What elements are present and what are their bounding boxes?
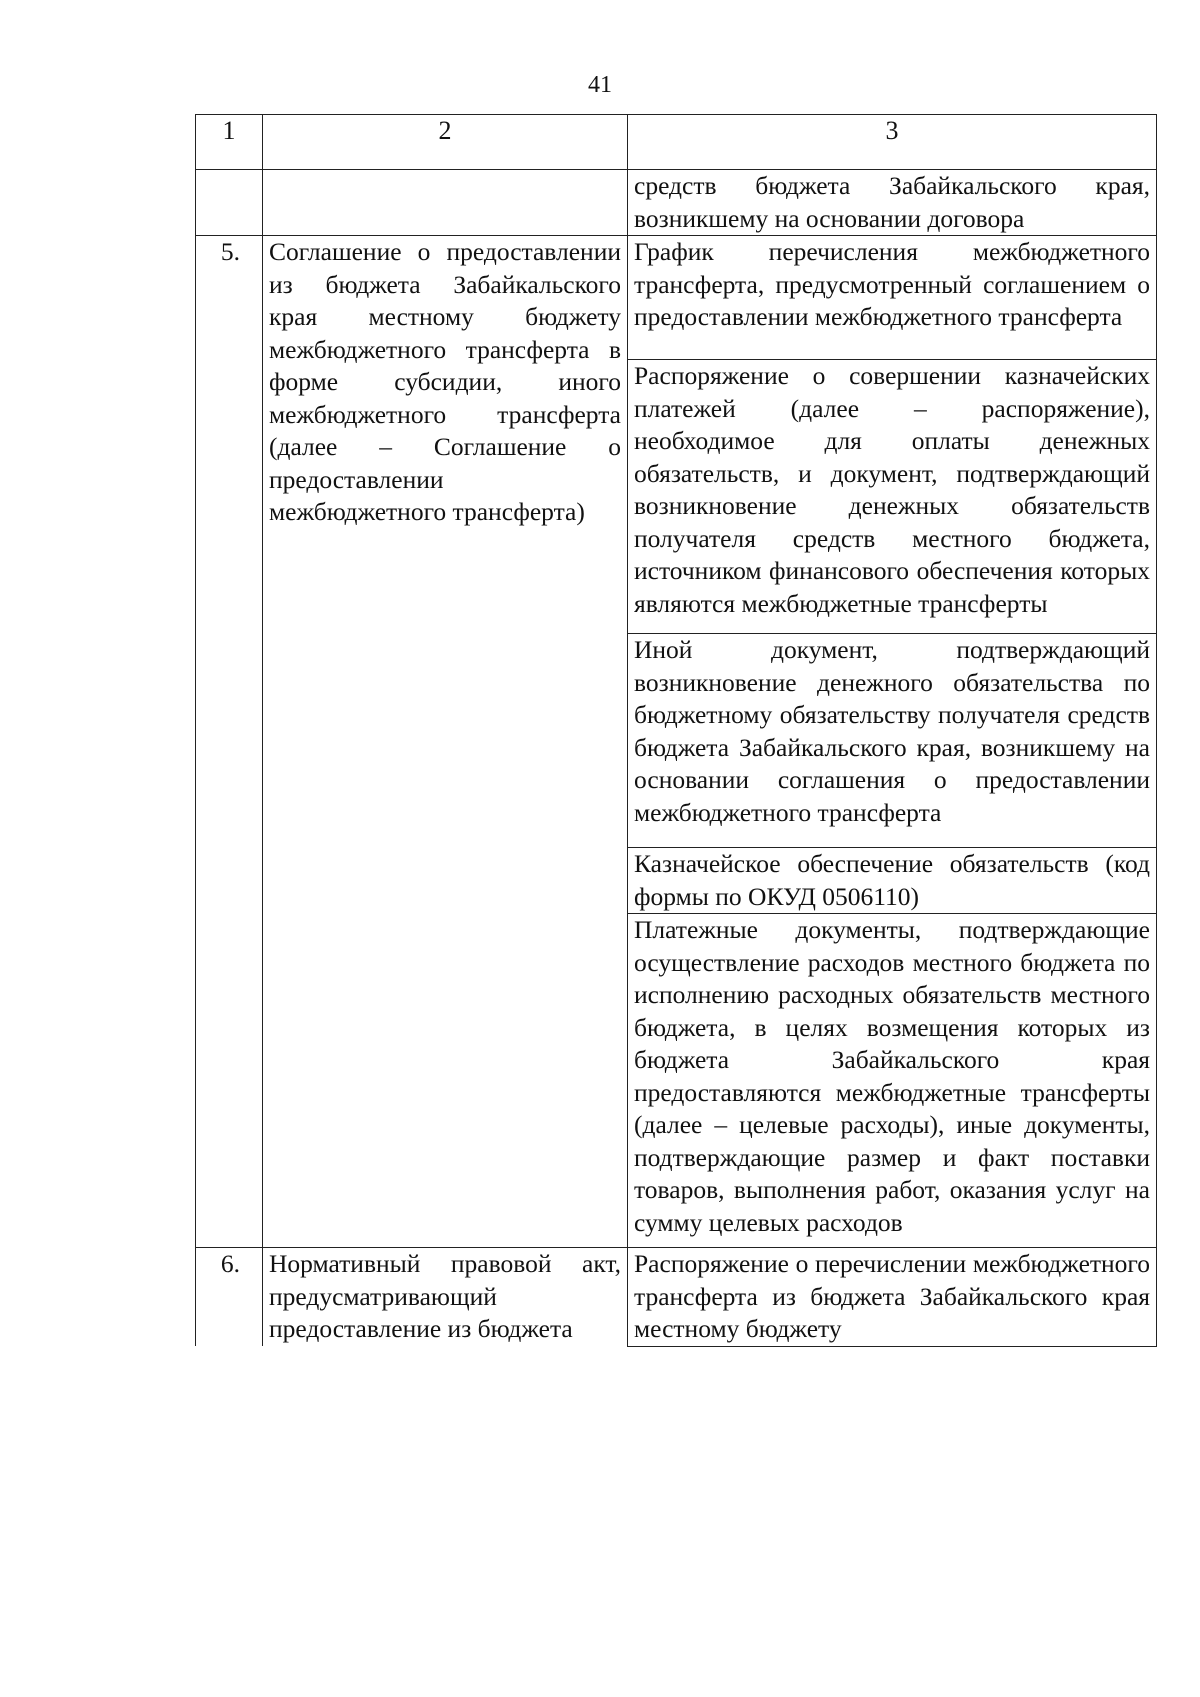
- row-act: Нормативный правовой акт, предусматривающий предоставление из бюджета: [263, 1248, 628, 1347]
- table-header-row: [196, 115, 1157, 170]
- header-col-3: 3: [628, 115, 1157, 170]
- row-number: 5.: [196, 236, 263, 1248]
- page-number: 41: [588, 72, 612, 98]
- row-act: Соглашение о предоставлении из бюджета Забайкальского края местному бюджету межбюджетного трансферта в форме субсидии, иного межбюджетного трансферта (далее – Соглашение о предоставлении межбюджетного трансферта): [263, 236, 628, 1248]
- header-col-2: 2: [263, 115, 628, 170]
- header-col-1: 1: [196, 115, 263, 170]
- row-document: Распоряжение о совершении казначейских платежей (далее – распоряжение), необходимое для оплаты денежных обязательств, и документ, подтверждающий возникновение денежных обязательств получателя средств местного бюджета, источником финансового обеспечения которых являются межбюджетные трансферты: [628, 360, 1157, 634]
- document-table: [195, 114, 1157, 1347]
- row-document: График перечисления межбюджетного трансферта, предусмотренный соглашением о предоставлении межбюджетного трансферта: [628, 236, 1157, 360]
- row-document: Распоряжение о перечислении межбюджетного трансферта из бюджета Забайкальского края местному бюджету: [628, 1248, 1157, 1347]
- row-document: Платежные документы, подтверждающие осуществление расходов местного бюджета по исполнению расходных обязательств местного бюджета, в целях возмещения которых из бюджета Забайкальского края предоставляются межбюджетные трансферты (далее – целевые расходы), иные документы, подтверждающие размер и факт поставки товаров, выполнения работ, оказания услуг на сумму целевых расходов: [628, 914, 1157, 1248]
- row-document: средств бюджета Забайкальского края, возникшему на основании договора: [628, 170, 1157, 236]
- table-row: [196, 170, 1157, 236]
- row-number: 6.: [196, 1248, 263, 1347]
- row-act: [263, 170, 628, 236]
- row-number: [196, 170, 263, 236]
- row-document: Казначейское обеспечение обязательств (код формы по ОКУД 0506110): [628, 848, 1157, 914]
- table-row: [196, 236, 1157, 360]
- row-document: Иной документ, подтверждающий возникновение денежного обязательства по бюджетному обязательству получателя средств бюджета Забайкальского края, возникшему на основании соглашения о предоставлении межбюджетного трансферта: [628, 634, 1157, 848]
- table-row: [196, 1248, 1157, 1347]
